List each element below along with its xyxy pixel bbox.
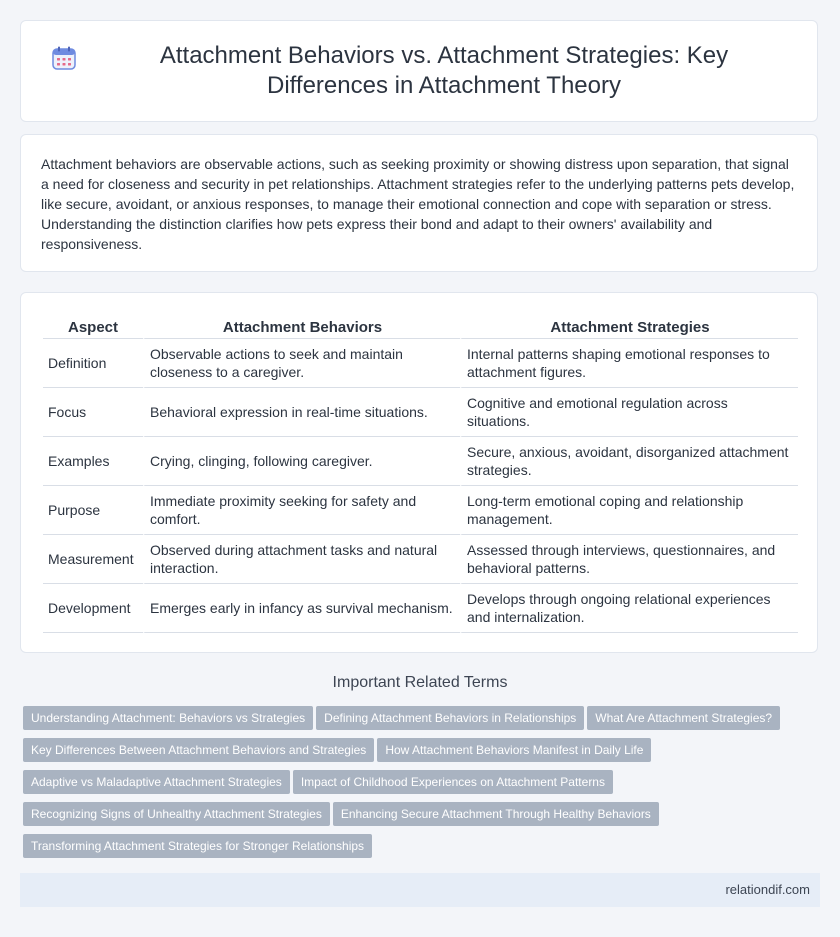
related-term-tag[interactable]: Recognizing Signs of Unhealthy Attachment Strategies [23,802,330,826]
table-row [43,584,798,633]
header-aspect: Aspect [43,315,143,339]
related-terms-heading: Important Related Terms [332,674,508,691]
row-strategies: Cognitive and emotional regulation across situations. [460,388,798,437]
page-title: Attachment Behaviors vs. Attachment Strategies: Key Differences in Attachment Theory [159,42,729,99]
related-term-tag[interactable]: Transforming Attachment Strategies for Stronger Relationships [23,834,372,858]
related-term-tag[interactable]: Impact of Childhood Experiences on Attachment Patterns [293,770,613,794]
table-row [43,388,798,437]
row-aspect: Focus [43,388,143,437]
related-term-tag[interactable]: What Are Attachment Strategies? [587,706,780,730]
related-terms-list [23,706,823,866]
related-term-tag[interactable]: Enhancing Secure Attachment Through Healthy Behaviors [333,802,659,826]
row-behaviors: Observed during attachment tasks and natural interaction. [143,535,460,584]
row-strategies: Secure, anxious, avoidant, disorganized attachment strategies. [460,437,798,486]
table-header-row [43,315,798,339]
header-behaviors: Attachment Behaviors [143,315,460,339]
table-row [43,339,798,388]
row-strategies: Develops through ongoing relational experiences and internalization. [460,584,798,633]
footer-domain-link[interactable]: relationdif.com [725,882,810,897]
row-behaviors: Immediate proximity seeking for safety and comfort. [143,486,460,535]
related-term-tag[interactable]: Key Differences Between Attachment Behaviors and Strategies [23,738,374,762]
table-row [43,535,798,584]
row-aspect: Definition [43,339,143,388]
table-row [43,486,798,535]
summary-paragraph: Attachment behaviors are observable actions, such as seeking proximity or showing distress upon separation, that signal a need for closeness and security in pet relationships. Attachment strategies refer to the underlying patterns pets develop, like secure, avoidant, or anxious responses, to manage their emotional connection and cope with separation or stress. Understanding the distinction clarifies how pets express their bond and adapt to their owners' availability and responsiveness. [41,156,795,252]
row-aspect: Measurement [43,535,143,584]
row-aspect: Development [43,584,143,633]
row-strategies: Assessed through interviews, questionnaires, and behavioral patterns. [460,535,798,584]
row-aspect: Examples [43,437,143,486]
row-aspect: Purpose [43,486,143,535]
related-term-tag[interactable]: How Attachment Behaviors Manifest in Daily Life [377,738,651,762]
related-term-tag[interactable]: Defining Attachment Behaviors in Relationships [316,706,584,730]
row-strategies: Long-term emotional coping and relationship management. [460,486,798,535]
related-term-tag[interactable]: Adaptive vs Maladaptive Attachment Strategies [23,770,290,794]
comparison-table [43,315,798,633]
table-row [43,437,798,486]
row-behaviors: Observable actions to seek and maintain closeness to a caregiver. [143,339,460,388]
related-term-tag[interactable]: Understanding Attachment: Behaviors vs Strategies [23,706,313,730]
footer [20,873,820,907]
title-card [20,20,818,122]
row-behaviors: Crying, clinging, following caregiver. [143,437,460,486]
row-behaviors: Behavioral expression in real-time situations. [143,388,460,437]
summary-card [20,134,818,272]
comparison-table-card [20,292,818,653]
header-strategies: Attachment Strategies [460,315,798,339]
row-strategies: Internal patterns shaping emotional responses to attachment figures. [460,339,798,388]
row-behaviors: Emerges early in infancy as survival mechanism. [143,584,460,633]
